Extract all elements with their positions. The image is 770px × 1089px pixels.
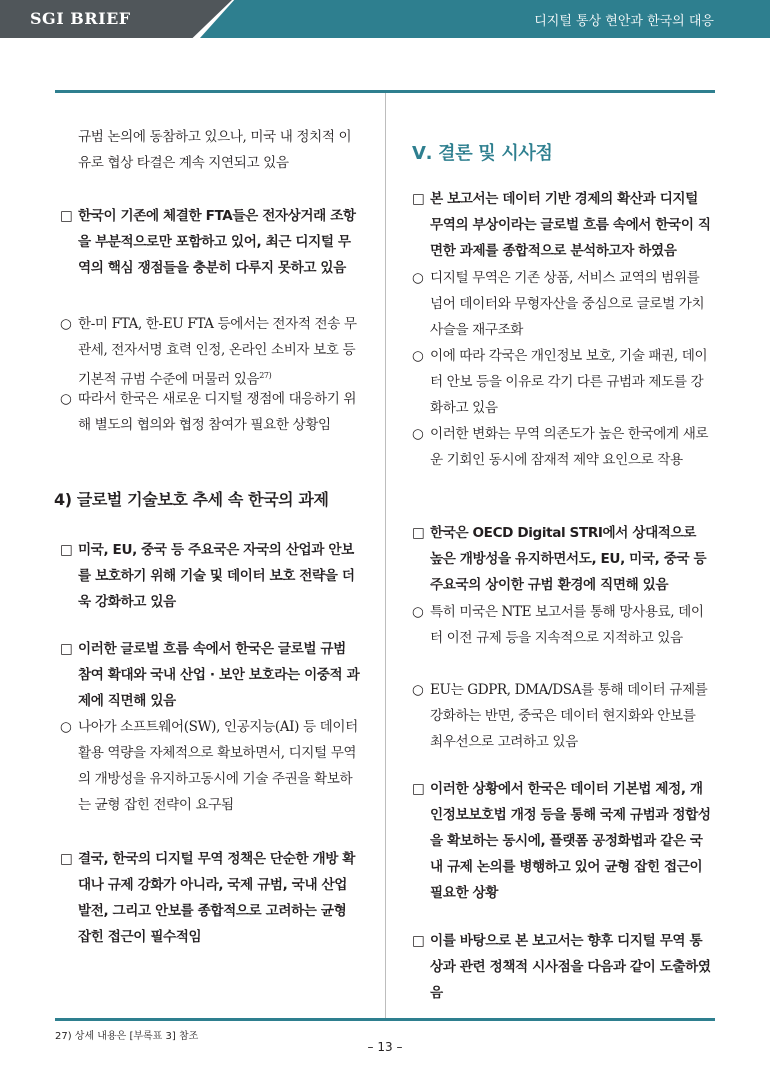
square-bullet: □ 이러한 상황에서 한국은 데이터 기본법 제정, 개인정보보호법 개정 등을 통해 국제 규범과 정합성을 확보하는 동시에, 플랫폼 공정화법과 같은 국내 규제 논의를 병행하고 있어 균형 잡힌 접근이 필요한 상황 — [412, 776, 712, 906]
square-bullet-icon: □ — [60, 851, 73, 867]
square-bullet: □ 이러한 글로벌 흐름 속에서 한국은 글로벌 규범 참여 확대와 국내 산업 · 보안 보호라는 이중적 과제에 직면해 있음 — [60, 636, 360, 714]
square-bullet-icon: □ — [60, 641, 73, 657]
circle-bullet: ○ EU는 GDPR, DMA/DSA를 통해 데이터 규제를 강화하는 반면, 중국은 데이터 현지화와 안보를 최우선으로 고려하고 있음 — [412, 677, 712, 755]
circle-bullet-icon: ○ — [412, 426, 424, 442]
square-bullet: □ 미국, EU, 중국 등 주요국은 자국의 산업과 안보를 보호하기 위해 기술 및 데이터 보호 전략을 더욱 강화하고 있음 — [60, 537, 360, 615]
square-bullet: □ 결국, 한국의 디지털 무역 정책은 단순한 개방 확대나 규제 강화가 아니라, 국제 규범, 국내 산업 발전, 그리고 안보를 종합적으로 고려하는 균형 잡힌 접근이 필수적임 — [60, 846, 360, 950]
header-band — [0, 0, 770, 38]
circle-bullet-icon: ○ — [412, 348, 424, 364]
running-title: 디지털 통상 현안과 한국의 대응 — [534, 14, 714, 29]
brand-logo-text: SGI BRIEF — [30, 9, 131, 28]
circle-bullet: ○ 특히 미국은 NTE 보고서를 통해 망사용료, 데이터 이전 규제 등을 지속적으로 지적하고 있음 — [412, 599, 712, 651]
footnote: 27) 상세 내용은 [부록표 3] 참조 — [55, 1031, 199, 1042]
square-bullet-icon: □ — [412, 191, 425, 207]
circle-bullet: ○ 디지털 무역은 기존 상품, 서비스 교역의 범위를 넘어 데이터와 무형자산을 중심으로 글로벌 가치사슬을 재구조화 — [412, 265, 712, 343]
square-bullet: □ 한국은 OECD Digital STRI에서 상대적으로 높은 개방성을 유지하면서도, EU, 미국, 중국 등 주요국의 상이한 규범 환경에 직면해 있음 — [412, 520, 712, 598]
continued-paragraph: 규범 논의에 동참하고 있으나, 미국 내 정치적 이유로 협상 타결은 계속 지연되고 있음 — [78, 129, 352, 171]
circle-bullet: ○ 이에 따라 각국은 개인정보 보호, 기술 패권, 데이터 안보 등을 이유로 각기 다른 규범과 제도를 강화하고 있음 — [412, 343, 712, 421]
circle-bullet-icon: ○ — [412, 682, 424, 698]
circle-bullet-icon: ○ — [60, 391, 72, 407]
circle-bullet: ○ 따라서 한국은 새로운 디지털 쟁점에 대응하기 위해 별도의 협의와 협정 참여가 필요한 상황임 — [60, 386, 360, 438]
circle-bullet-icon: ○ — [60, 719, 72, 735]
subsection-heading: 4) 글로벌 기술보호 추세 속 한국의 과제 — [54, 490, 329, 509]
circle-bullet: ○ 한-미 FTA, 한-EU FTA 등에서는 전자적 전송 무관세, 전자서명 효력 인정, 온라인 소비자 보호 등 기본적 규범 수준에 머물러 있음$^{27)}$ — [60, 311, 360, 393]
column-divider — [385, 93, 386, 1018]
square-bullet-icon: □ — [412, 933, 425, 949]
circle-bullet-icon: ○ — [412, 604, 424, 620]
square-bullet: □ 본 보고서는 데이터 기반 경제의 확산과 디지털 무역의 부상이라는 글로벌 흐름 속에서 한국이 직면한 과제를 종합적으로 분석하고자 하였음 — [412, 186, 712, 264]
circle-bullet-icon: ○ — [60, 316, 72, 332]
square-bullet: □ 한국이 기존에 체결한 FTA들은 전자상거래 조항을 부분적으로만 포함하고 있어, 최근 디지털 무역의 핵심 쟁점들을 충분히 다루지 못하고 있음 — [60, 203, 360, 281]
bottom-rule — [55, 1018, 715, 1021]
circle-bullet: ○ 나아가 소프트웨어(SW), 인공지능(AI) 등 데이터 활용 역량을 자체적으로 확보하면서, 디지털 무역의 개방성을 유지하고동시에 기술 주권을 확보하는 균형 잡힌 전략이 요구됨 — [60, 714, 360, 818]
square-bullet: □ 이를 바탕으로 본 보고서는 향후 디지털 무역 통상과 관련 정책적 시사점을 다음과 같이 도출하였음 — [412, 928, 712, 1006]
square-bullet-icon: □ — [412, 781, 425, 797]
circle-bullet-icon: ○ — [412, 270, 424, 286]
footnote-ref: 27) — [259, 371, 272, 380]
square-bullet-icon: □ — [60, 208, 73, 224]
section-heading: Ⅴ. 결론 및 시사점 — [412, 143, 553, 164]
square-bullet-icon: □ — [60, 542, 73, 558]
page-number: – 13 – — [367, 1040, 403, 1054]
square-bullet-icon: □ — [412, 525, 425, 541]
circle-bullet: ○ 이러한 변화는 무역 의존도가 높은 한국에게 새로운 기회인 동시에 잠재적 제약 요인으로 작용 — [412, 421, 712, 473]
